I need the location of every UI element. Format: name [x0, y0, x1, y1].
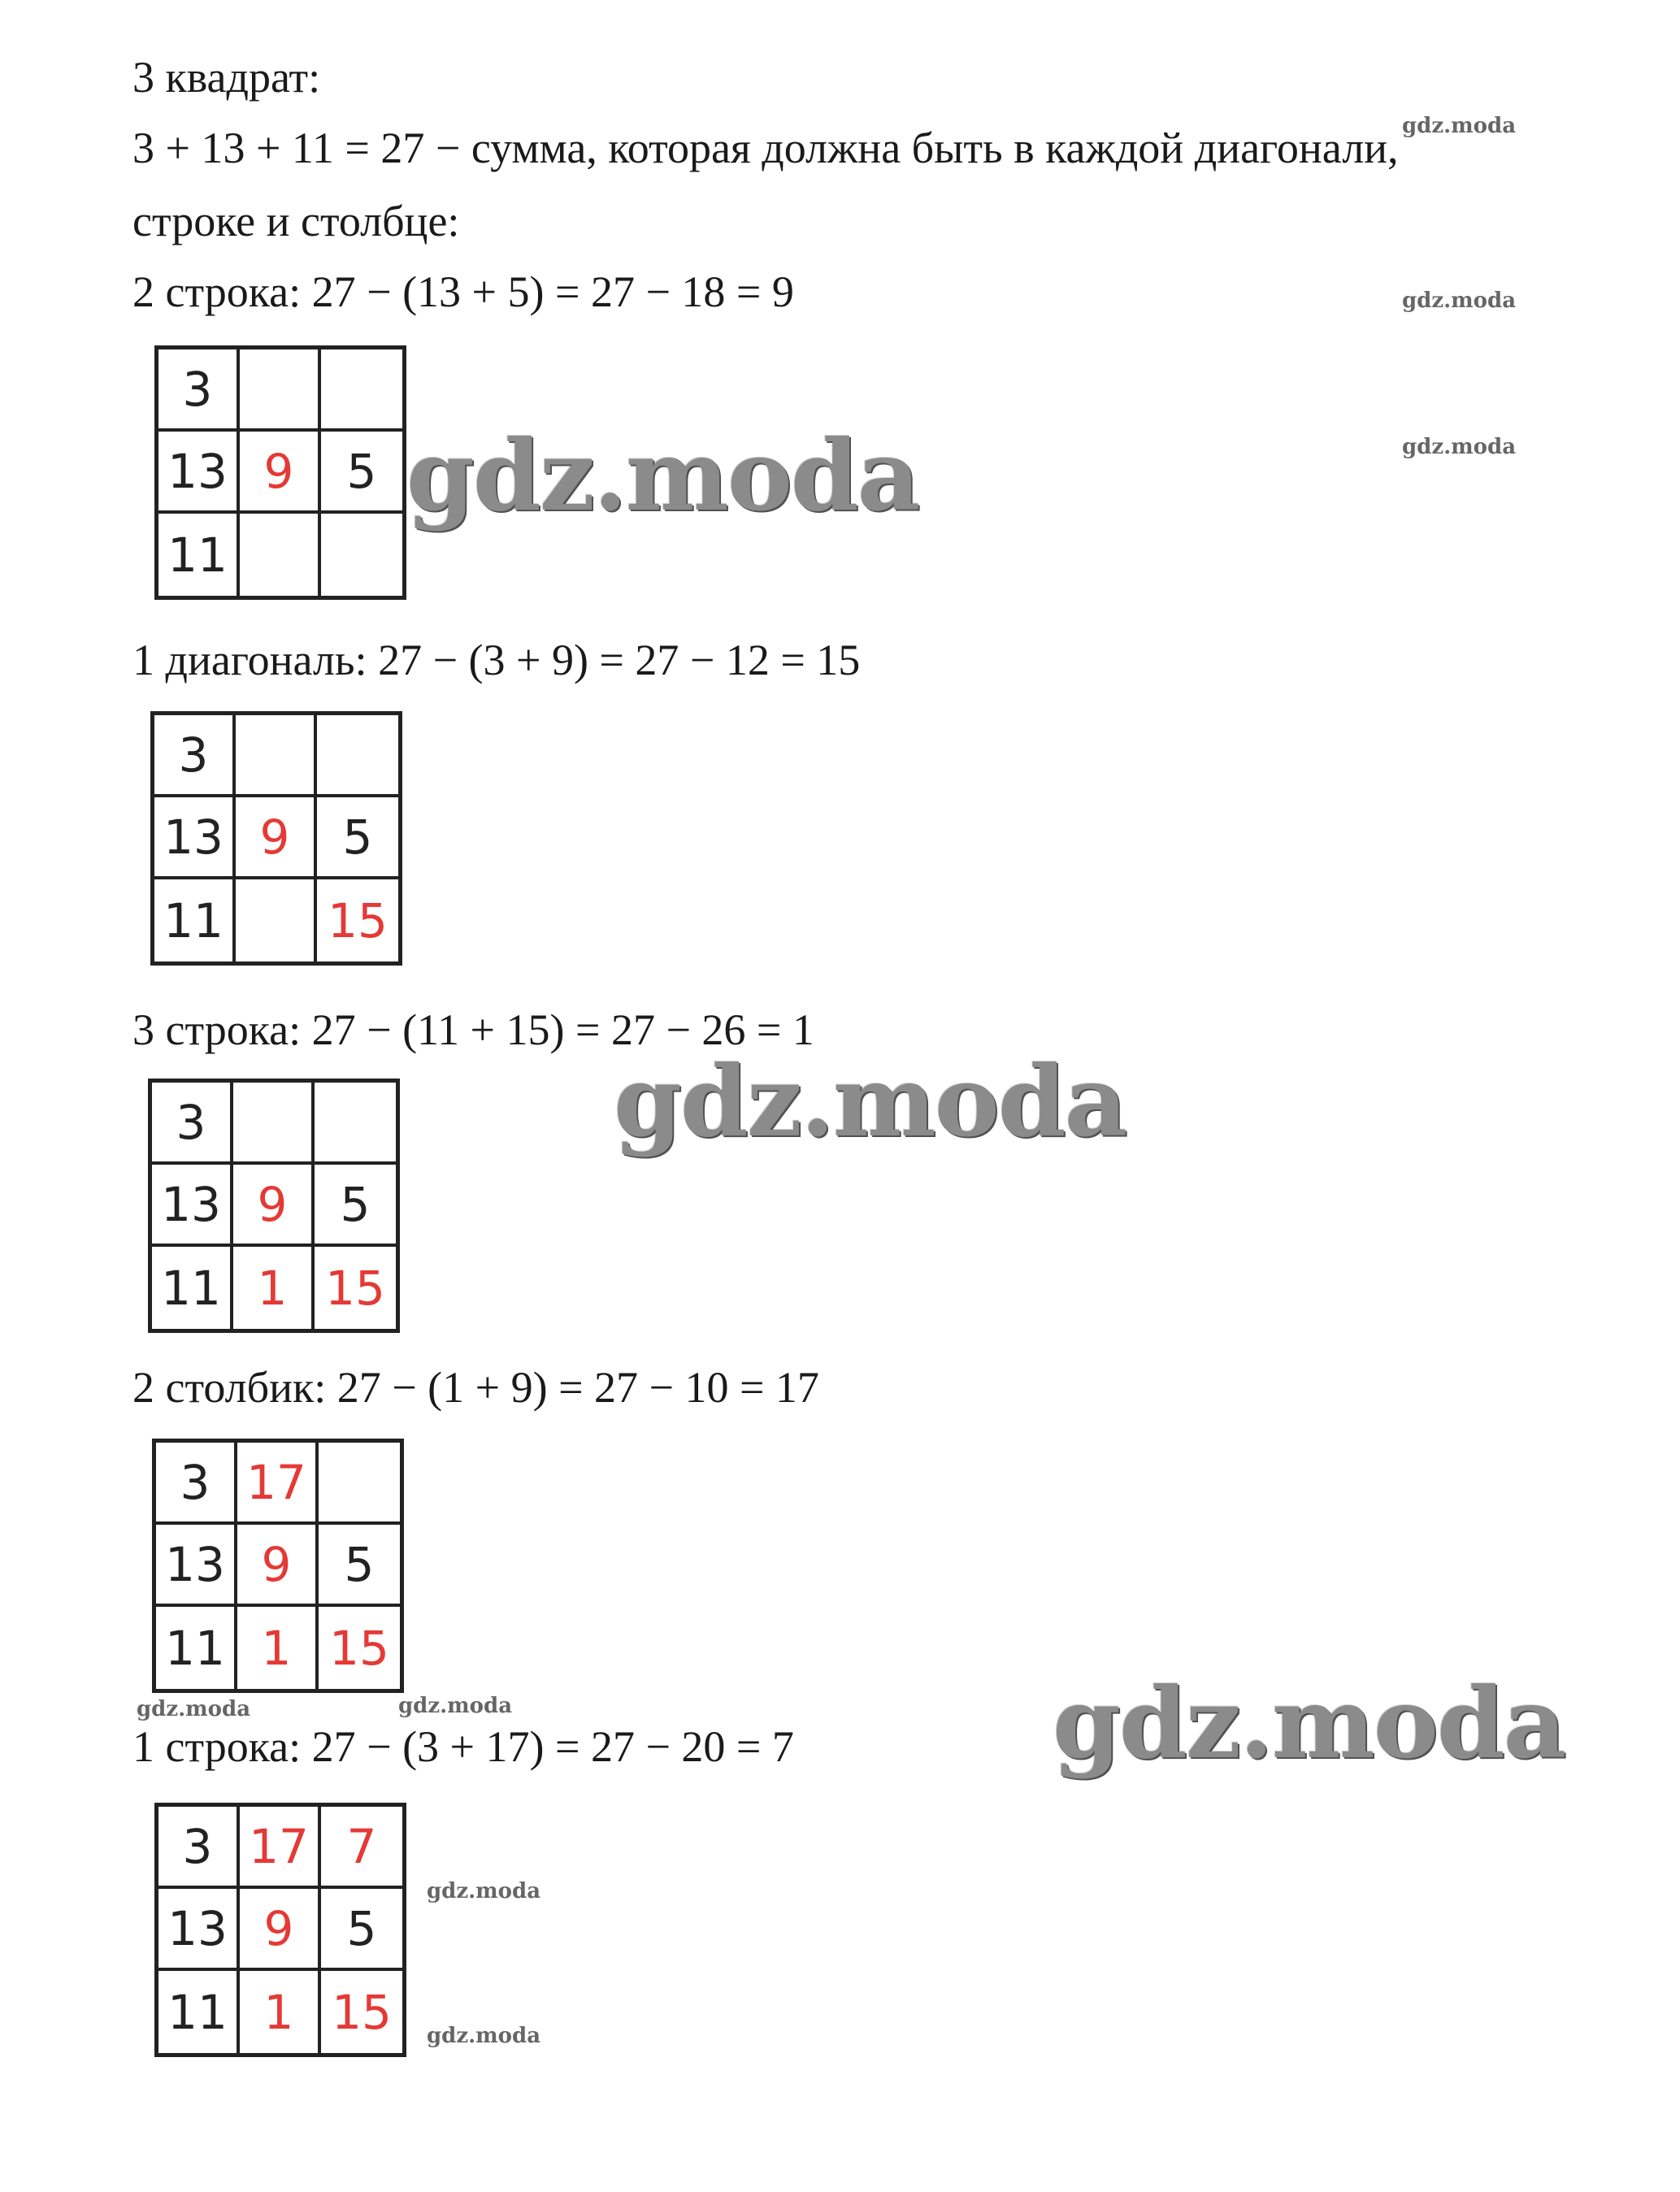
grid-cell: 13 — [158, 1889, 240, 1971]
grid-cell: 1 — [233, 1247, 315, 1329]
grid-cell: 3 — [152, 1083, 233, 1165]
grid-cell: 15 — [329, 1620, 389, 1676]
grid-cell: 11 — [158, 514, 240, 596]
grid-cell: 15 — [332, 1984, 392, 2040]
grid-cell: 5 — [317, 797, 398, 879]
heading-square-3: 3 квадрат: — [132, 53, 321, 102]
grid-cell: 3 — [154, 715, 236, 797]
grid-cell: 9 — [236, 797, 317, 879]
grid-cell — [321, 349, 402, 432]
watermark-large: gdz.moda — [614, 1044, 1127, 1159]
grid-cell — [240, 514, 321, 596]
grid-cell — [233, 1083, 315, 1165]
grid-cell — [236, 715, 317, 797]
grid-cell: 5 — [315, 1165, 396, 1247]
magic-square-grid-5 — [154, 1803, 406, 2057]
grid-cell: 5 — [319, 1525, 400, 1607]
grid-cell: 17 — [237, 1443, 319, 1525]
grid-cell — [317, 715, 398, 797]
grid-cell — [315, 1083, 396, 1165]
grid-cell: 5 — [321, 1889, 402, 1971]
grid-cell: 17 — [240, 1807, 321, 1889]
grid-cell: 9 — [240, 432, 321, 514]
grid-cell: 13 — [152, 1165, 233, 1247]
grid-cell: 1 — [237, 1607, 319, 1689]
grid-cell: 5 — [321, 432, 402, 514]
grid-cell: 9 — [237, 1525, 319, 1607]
grid-cell — [319, 1443, 400, 1525]
magic-square-grid-1 — [154, 345, 406, 600]
grid-cell: 11 — [154, 879, 236, 961]
sum-statement-cont: строке и столбце: — [132, 197, 460, 245]
watermark-small: gdz.moda — [1402, 435, 1517, 459]
step-row-2: 2 строка: 27 − (13 + 5) = 27 − 18 = 9 — [132, 267, 794, 316]
sum-statement: 3 + 13 + 11 = 27 − сумма, которая должна быть в каждой диагонали, — [132, 124, 1399, 172]
step-column-2: 2 столбик: 27 − (1 + 9) = 27 − 10 = 17 — [132, 1363, 819, 1412]
grid-cell: 13 — [154, 797, 236, 879]
grid-cell: 1 — [240, 1971, 321, 2053]
step-diagonal-1: 1 диагональ: 27 − (3 + 9) = 27 − 12 = 15 — [132, 636, 861, 684]
watermark-large: gdz.moda — [406, 419, 919, 533]
grid-cell — [240, 349, 321, 432]
magic-square-grid-4 — [152, 1439, 404, 1693]
grid-cell — [321, 514, 402, 596]
grid-cell — [236, 879, 317, 961]
grid-cell: 11 — [158, 1971, 240, 2053]
grid-cell: 9 — [240, 1889, 321, 1971]
watermark-small: gdz.moda — [427, 2024, 541, 2048]
magic-square-grid-2 — [150, 711, 402, 966]
watermark-small: gdz.moda — [137, 1697, 251, 1721]
grid-cell: 15 — [325, 1260, 385, 1316]
grid-cell: 11 — [152, 1247, 233, 1329]
grid-cell: 13 — [158, 432, 240, 514]
watermark-small: gdz.moda — [398, 1694, 513, 1718]
watermark-small: gdz.moda — [427, 1879, 541, 1903]
grid-cell: 15 — [328, 892, 388, 948]
watermark-large: gdz.moda — [1053, 1666, 1565, 1781]
grid-cell: 3 — [158, 1807, 240, 1889]
grid-cell: 3 — [156, 1443, 237, 1525]
watermark-small: gdz.moda — [1402, 289, 1517, 313]
step-row-3: 3 строка: 27 − (11 + 15) = 27 − 26 = 1 — [132, 1005, 814, 1054]
magic-square-grid-3 — [148, 1079, 400, 1333]
step-row-1: 1 строка: 27 − (3 + 17) = 27 − 20 = 7 — [132, 1722, 794, 1771]
grid-cell: 13 — [156, 1525, 237, 1607]
grid-cell: 9 — [233, 1165, 315, 1247]
grid-cell: 3 — [158, 349, 240, 432]
watermark-small: gdz.moda — [1402, 114, 1517, 138]
grid-cell: 7 — [321, 1807, 402, 1889]
grid-cell: 11 — [156, 1607, 237, 1689]
